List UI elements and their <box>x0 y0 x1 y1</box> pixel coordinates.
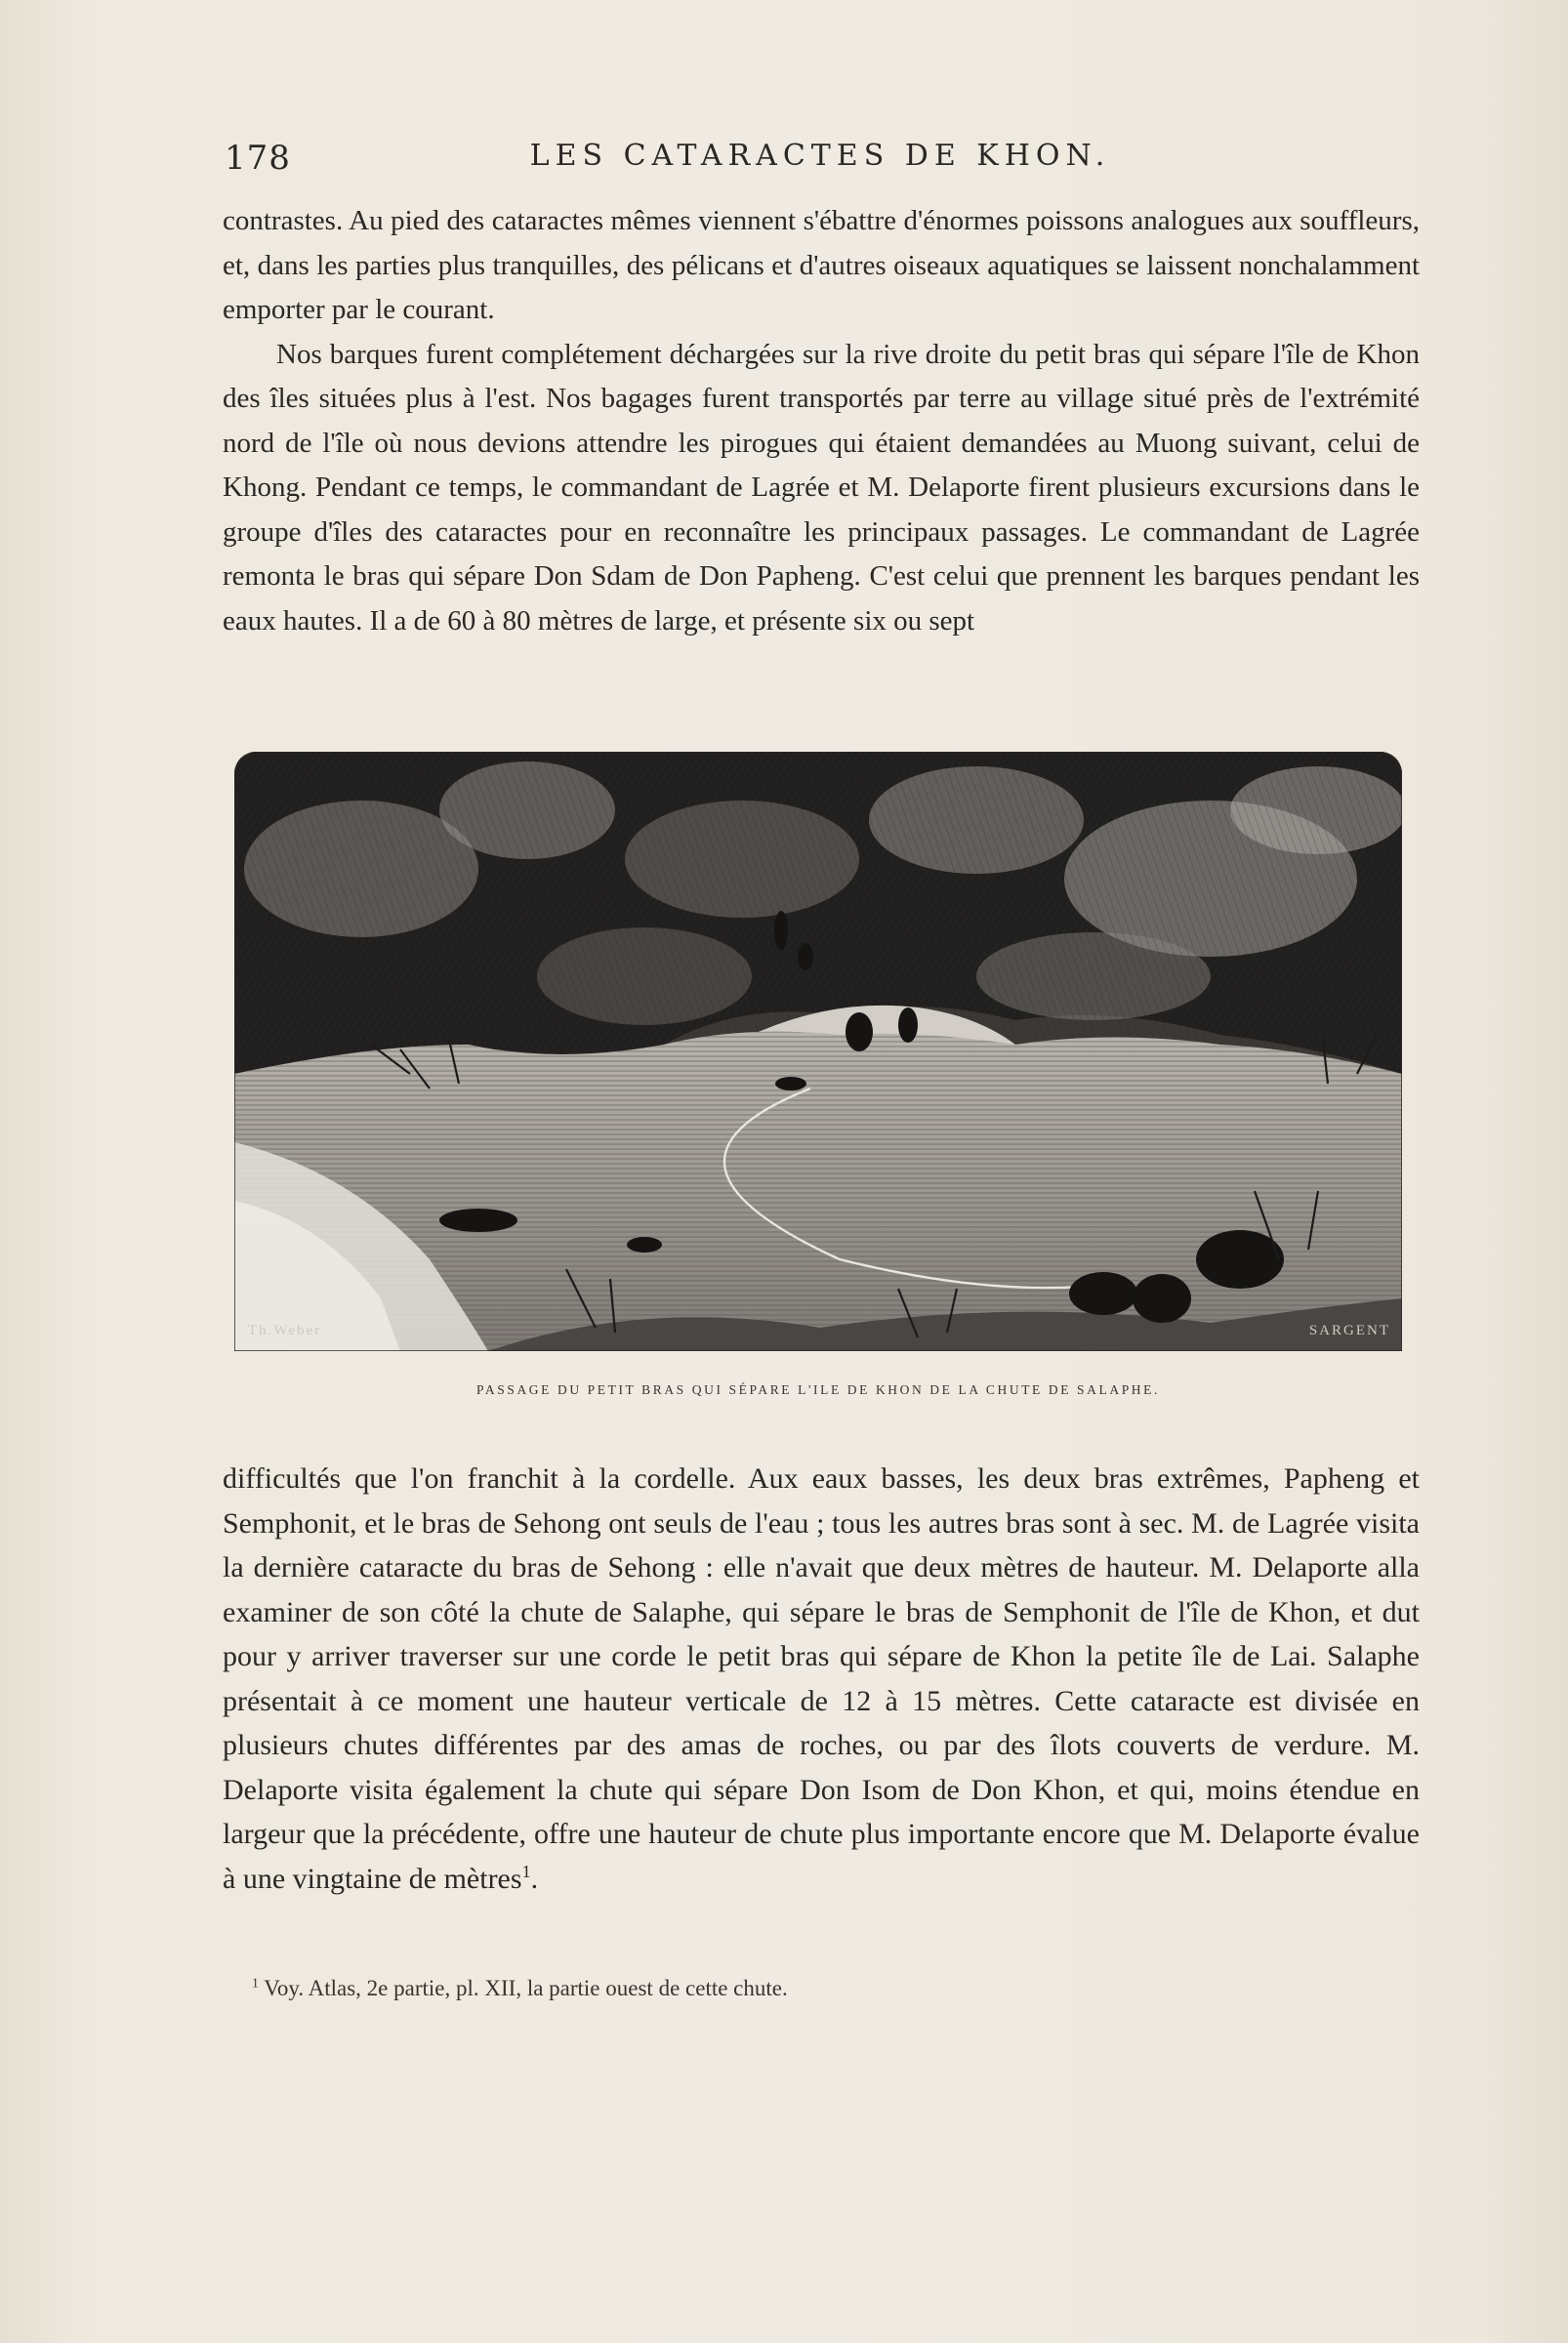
footnote-marker: 1 <box>252 1975 259 1991</box>
paragraph-1 <box>223 199 1420 643</box>
footnote-text: Voy. Atlas, 2e partie, pl. XII, la partie ouest de cette chute. <box>264 1976 788 2000</box>
paragraph-2-text: difficultés que l'on franchit à la cordelle. Aux eaux basses, les deux bras extrêmes, Papheng et Semphonit, et le bras de Sehong ont seuls de l'eau ; tous les autres bras sont à sec. M. de Lagrée visita la dernière cataracte du bras de Sehong : elle n'avait que deux mètres de hauteur. M. Delaporte alla examiner de son côté la chute de Salaphe, qui sépare le bras de Semphonit de l'île de Khon, et dut pour y arriver traverser sur une corde le petit bras qui sépare de Khon la petite île de Lai. Salaphe présentait à ce moment une hauteur verticale de 12 à 15 mètres. Cette cataracte est divisée en plusieurs chutes différentes par des amas de roches, ou par des îlots couverts de verdure. M. Delaporte visita également la chute qui sépare Don Isom de Don Khon, et qui, moins étendue en largeur que la précédente, offre une hauteur de chute plus importante encore que M. Delaporte évalue à une vingtaine de mètres$^1$. <box>223 1462 1420 1895</box>
engraving-illustration <box>234 752 1402 1351</box>
engraver-signature-right: SARGENT <box>1308 1323 1390 1338</box>
engraving-image <box>234 752 1402 1351</box>
figure-caption: PASSAGE DU PETIT BRAS QUI SÉPARE L'ILE DE KHON DE LA CHUTE DE SALAPHE. <box>476 1382 1160 1397</box>
paragraph-1-main: Nos barques furent complétement déchargées sur la rive droite du petit bras qui sépare l'île de Khon des îles situées plus à l'est. Nos bagages furent transportés par terre au village situé près de l'extrémité nord de l'île où nous devions attendre les pirogues qui étaient demandées au Muong suivant, celui de Khong. Pendant ce temps, le commandant de Lagrée et M. Delaporte firent plusieurs excursions dans le groupe d'îles des cataractes pour en reconnaître les principaux passages. Le commandant de Lagrée remonta le bras qui sépare Don Sdam de Don Papheng. C'est celui que prennent les barques pendant les eaux hautes. Il a de 60 à 80 mètres de large, et présente six ou sept <box>223 338 1420 637</box>
paragraph-2 <box>223 1457 1420 1901</box>
footnote-reference: 1 <box>521 1861 531 1881</box>
page-number: 178 <box>225 139 291 178</box>
engraver-signature-left: Th.Weber <box>248 1323 322 1338</box>
paragraph-2-body: difficultés que l'on franchit à la cordelle. Aux eaux basses, les deux bras extrêmes, Papheng et Semphonit, et le bras de Sehong ont seuls de l'eau ; tous les autres bras sont à sec. M. de Lagrée visita la dernière cataracte du bras de Sehong : elle n'avait que deux mètres de hauteur. M. Delaporte alla examiner de son côté la chute de Salaphe, qui sépare le bras de Semphonit de l'île de Khon, et dut pour y arriver traverser sur une corde le petit bras qui sépare de Khon la petite île de Lai. Salaphe présentait à ce moment une hauteur verticale de 12 à 15 mètres. Cette cataracte est divisée en plusieurs chutes différentes par des amas de roches, ou par des îlots couverts de verdure. M. Delaporte visita également la chute qui sépare Don Isom de Don Khon, et qui, moins étendue en largeur que la précédente, offre une hauteur de chute plus importante encore que M. Delaporte évalue à une vingtaine de mètres <box>223 1462 1420 1895</box>
page-header <box>225 139 1416 187</box>
running-title: LES CATARACTES DE KHON. <box>529 139 1111 173</box>
paragraph-1-continuation: contrastes. Au pied des cataractes mêmes viennent s'ébattre d'énormes poissons analogues aux souffleurs, et, dans les parties plus tranquilles, des pélicans et d'autres oiseaux aquatiques se laissent nonchalamment emporter par le courant. <box>223 205 1420 325</box>
footnote <box>252 1976 1375 2001</box>
